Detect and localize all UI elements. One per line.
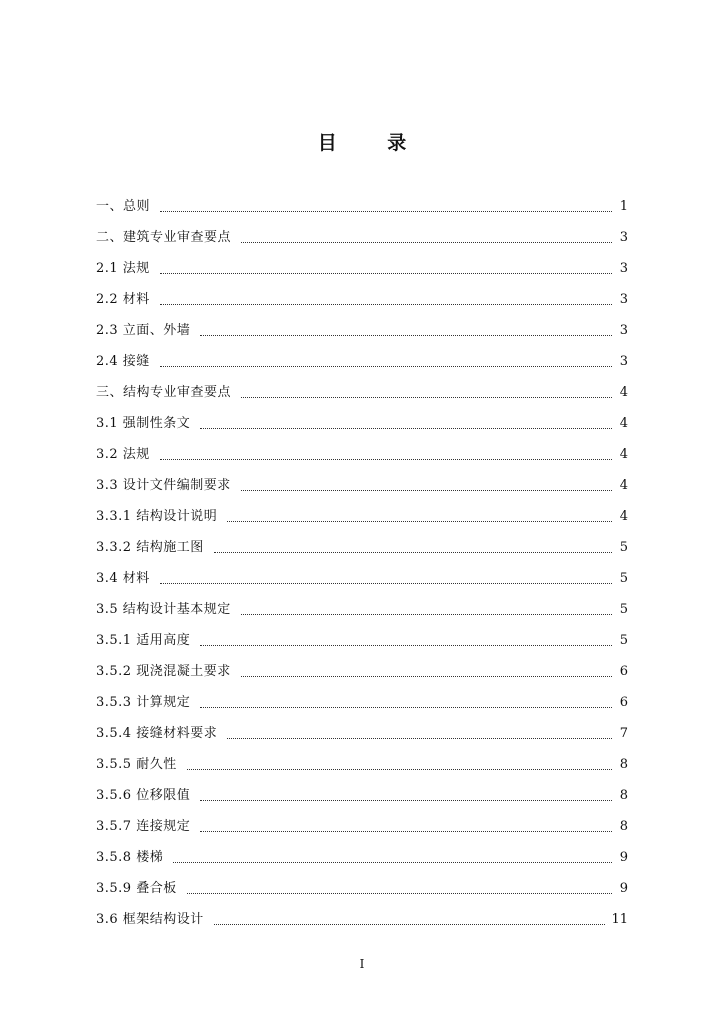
toc-entry-page-number: 4 — [619, 478, 628, 493]
toc-entry-label: 3.5 结构设计基本规定 — [96, 602, 231, 617]
toc-entry-page-number: 3 — [619, 354, 628, 369]
toc-entry-label: 二、建筑专业审查要点 — [96, 230, 232, 245]
toc-title: 目 录 — [317, 132, 429, 154]
toc-entry[interactable] — [96, 711, 628, 742]
toc-dot-leader — [241, 242, 612, 243]
toc-dot-leader — [200, 831, 612, 832]
toc-dot-leader — [200, 645, 612, 646]
toc-dot-leader — [200, 800, 612, 801]
toc-dot-leader — [187, 893, 612, 894]
toc-entry[interactable] — [96, 866, 628, 897]
toc-entry-label: 2.4 接缝 — [96, 354, 150, 369]
toc-entry-page-number: 4 — [619, 509, 628, 524]
toc-dot-leader — [160, 583, 612, 584]
toc-dot-leader — [241, 676, 612, 677]
toc-entry-page-number: 3 — [619, 323, 628, 338]
toc-dot-leader — [200, 335, 612, 336]
toc-entry-page-number: 4 — [619, 385, 628, 400]
toc-entry-label: 3.5.8 楼梯 — [96, 850, 164, 865]
toc-entry-label: 3.5.6 位移限值 — [96, 788, 191, 803]
toc-entry[interactable] — [96, 463, 628, 494]
toc-dot-leader — [160, 366, 612, 367]
toc-entry[interactable] — [96, 835, 628, 866]
toc-entry-page-number: 5 — [619, 633, 628, 648]
toc-entry[interactable] — [96, 401, 628, 432]
toc-dot-leader — [200, 707, 612, 708]
toc-entry[interactable] — [96, 773, 628, 804]
toc-entry-label: 3.5.4 接缝材料要求 — [96, 726, 218, 741]
toc-entry[interactable] — [96, 587, 628, 618]
toc-entry-page-number: 9 — [619, 850, 628, 865]
toc-dot-leader — [227, 738, 612, 739]
toc-entry-page-number: 7 — [619, 726, 628, 741]
toc-entry-label: 3.5.1 适用高度 — [96, 633, 191, 648]
toc-entry-page-number: 11 — [611, 912, 628, 927]
toc-entry[interactable] — [96, 494, 628, 525]
toc-entry-page-number: 3 — [619, 292, 628, 307]
toc-dot-leader — [160, 459, 612, 460]
toc-dot-leader — [241, 490, 612, 491]
toc-entry[interactable] — [96, 215, 628, 246]
toc-entry-page-number: 4 — [619, 447, 628, 462]
toc-dot-leader — [173, 862, 612, 863]
toc-entry-label: 3.5.5 耐久性 — [96, 757, 177, 772]
toc-dot-leader — [160, 273, 612, 274]
toc-dot-leader — [160, 304, 612, 305]
toc-entry-label: 3.3.1 结构设计说明 — [96, 509, 218, 524]
toc-dot-leader — [214, 552, 612, 553]
toc-entry-page-number: 6 — [619, 695, 628, 710]
toc-entry-label: 2.1 法规 — [96, 261, 150, 276]
toc-entry[interactable] — [96, 308, 628, 339]
toc-entry-label: 3.5.7 连接规定 — [96, 819, 191, 834]
toc-entry-label: 3.5.2 现浇混凝土要求 — [96, 664, 231, 679]
toc-entry-page-number: 8 — [619, 757, 628, 772]
toc-entry-label: 3.5.9 叠合板 — [96, 881, 177, 896]
toc-dot-leader — [200, 428, 612, 429]
toc-entry[interactable] — [96, 432, 628, 463]
toc-entry[interactable] — [96, 618, 628, 649]
toc-entry-page-number: 5 — [619, 602, 628, 617]
toc-dot-leader — [160, 211, 612, 212]
toc-dot-leader — [187, 769, 612, 770]
toc-entry-page-number: 5 — [619, 540, 628, 555]
toc-entry[interactable] — [96, 742, 628, 773]
toc-entry[interactable] — [96, 339, 628, 370]
toc-entry-label: 一、总则 — [96, 199, 151, 214]
toc-entry-page-number: 1 — [619, 199, 628, 214]
toc-dot-leader — [241, 614, 612, 615]
toc-entry[interactable] — [96, 370, 628, 401]
toc-entry-page-number: 6 — [619, 664, 628, 679]
toc-entry[interactable] — [96, 525, 628, 556]
toc-entry-page-number: 9 — [619, 881, 628, 896]
toc-list — [96, 184, 628, 928]
toc-entry-page-number: 3 — [619, 230, 628, 245]
toc-entry[interactable] — [96, 556, 628, 587]
toc-entry-label: 3.1 强制性条文 — [96, 416, 191, 431]
toc-entry-label: 2.3 立面、外墙 — [96, 323, 191, 338]
toc-entry[interactable] — [96, 184, 628, 215]
toc-entry[interactable] — [96, 277, 628, 308]
toc-entry-label: 3.3.2 结构施工图 — [96, 540, 204, 555]
toc-entry-label: 3.5.3 计算规定 — [96, 695, 191, 710]
toc-entry-label: 3.3 设计文件编制要求 — [96, 478, 231, 493]
toc-entry-page-number: 5 — [619, 571, 628, 586]
page-number: I — [359, 957, 365, 971]
toc-entry-label: 3.6 框架结构设计 — [96, 912, 204, 927]
toc-dot-leader — [241, 397, 612, 398]
toc-entry-label: 3.4 材料 — [96, 571, 150, 586]
toc-dot-leader — [214, 924, 606, 925]
toc-entry[interactable] — [96, 649, 628, 680]
toc-entry-page-number: 8 — [619, 819, 628, 834]
toc-entry[interactable] — [96, 246, 628, 277]
toc-entry-label: 2.2 材料 — [96, 292, 150, 307]
toc-entry-page-number: 3 — [619, 261, 628, 276]
toc-entry[interactable] — [96, 804, 628, 835]
toc-entry-page-number: 4 — [619, 416, 628, 431]
toc-entry[interactable] — [96, 680, 628, 711]
toc-dot-leader — [227, 521, 612, 522]
toc-entry-page-number: 8 — [619, 788, 628, 803]
toc-entry[interactable] — [96, 897, 628, 928]
toc-entry-label: 三、结构专业审查要点 — [96, 385, 232, 400]
toc-entry-label: 3.2 法规 — [96, 447, 150, 462]
